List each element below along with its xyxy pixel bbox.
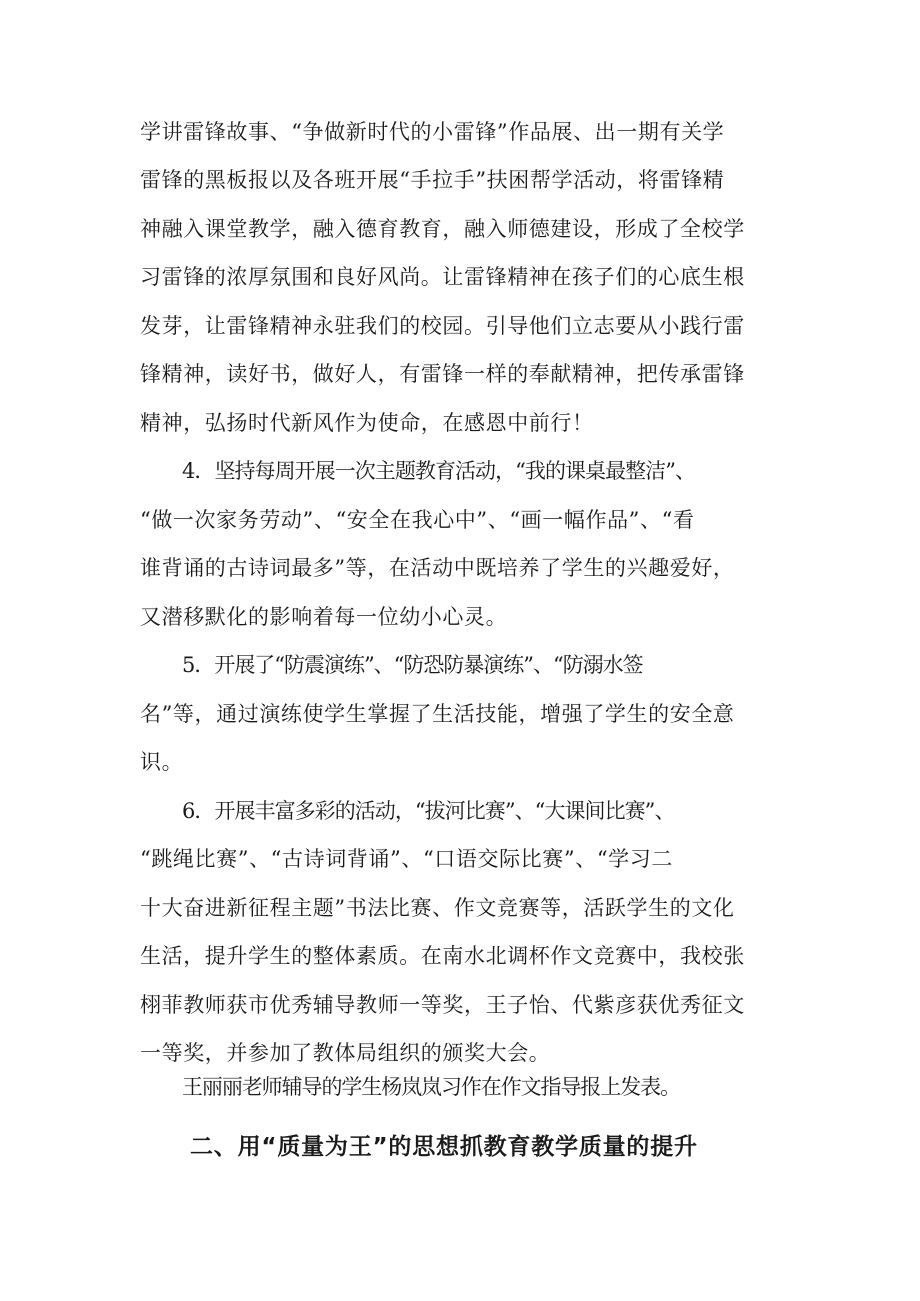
paragraph-line: “跳绳比赛”、“古诗词背诵”、“口语交际比赛”、“学习二 [140, 847, 673, 871]
paragraph-line: “做一次家务劳动”、“安全在我心中”、“画一幅作品”、“看 [140, 508, 695, 532]
paragraph-line: 精神，弘扬时代新风作为使命，在感恩中前行！ [140, 411, 594, 435]
section-heading: 二、用“质量为王”的思想抓教育教学质量的提升 [190, 1134, 698, 1160]
item-4-line: 4．坚持每周开展一次主题教育活动，“我的课桌最整洁”、 [182, 459, 696, 483]
paragraph-line: 谁背诵的古诗词最多”等，在活动中既培养了学生的兴趣爱好， [140, 556, 735, 580]
paragraph-line: 发芽，让雷锋精神永驻我们的校园。引导他们立志要从小践行雷 [140, 314, 745, 338]
paragraph-line: 栩菲教师获市优秀辅导教师一等奖，王子怡、代紫彦获优秀征文 [140, 993, 745, 1017]
paragraph-line: 一等奖，并参加了教体局组织的颁奖大会。 [140, 1041, 551, 1065]
paragraph-line: 雷锋的黑板报以及各班开展“手拉手”扶困帮学活动，将雷锋精 [140, 168, 725, 192]
paragraph-line: 锋精神，读好书，做好人，有雷锋一样的奉献精神，把传承雷锋 [140, 362, 745, 386]
item-5-line: 5．开展了“防震演练”、“防恐防暴演练”、“防溺水签 [182, 653, 643, 677]
paragraph-line: 识。 [140, 750, 184, 774]
paragraph-line: 十大奋进新征程主题”书法比赛、作文竞赛等，活跃学生的文化 [140, 896, 735, 920]
paragraph-line: 生活，提升学生的整体素质。在南水北调杯作文竞赛中，我校张 [140, 944, 745, 968]
paragraph-line: 又潜移默化的影响着每一位幼小心灵。 [140, 605, 508, 629]
paragraph-line: 神融入课堂教学，融入德育教育，融入师德建设，形成了全校学 [140, 217, 745, 241]
paragraph-line: 学讲雷锋故事、“争做新时代的小雷锋”作品展、出一期有关学 [140, 120, 725, 144]
paragraph-line: 王丽丽老师辅导的学生杨岚岚习作在作文指导报上发表。 [182, 1075, 680, 1099]
paragraph-line: 名”等，通过演练使学生掌握了生活技能，增强了学生的安全意 [140, 702, 735, 726]
paragraph-line: 习雷锋的浓厚氛围和良好风尚。让雷锋精神在孩子们的心底生根 [140, 265, 745, 289]
item-6-line: 6．开展丰富多彩的活动，“拔河比赛”、“大课间比赛”、 [182, 799, 675, 823]
